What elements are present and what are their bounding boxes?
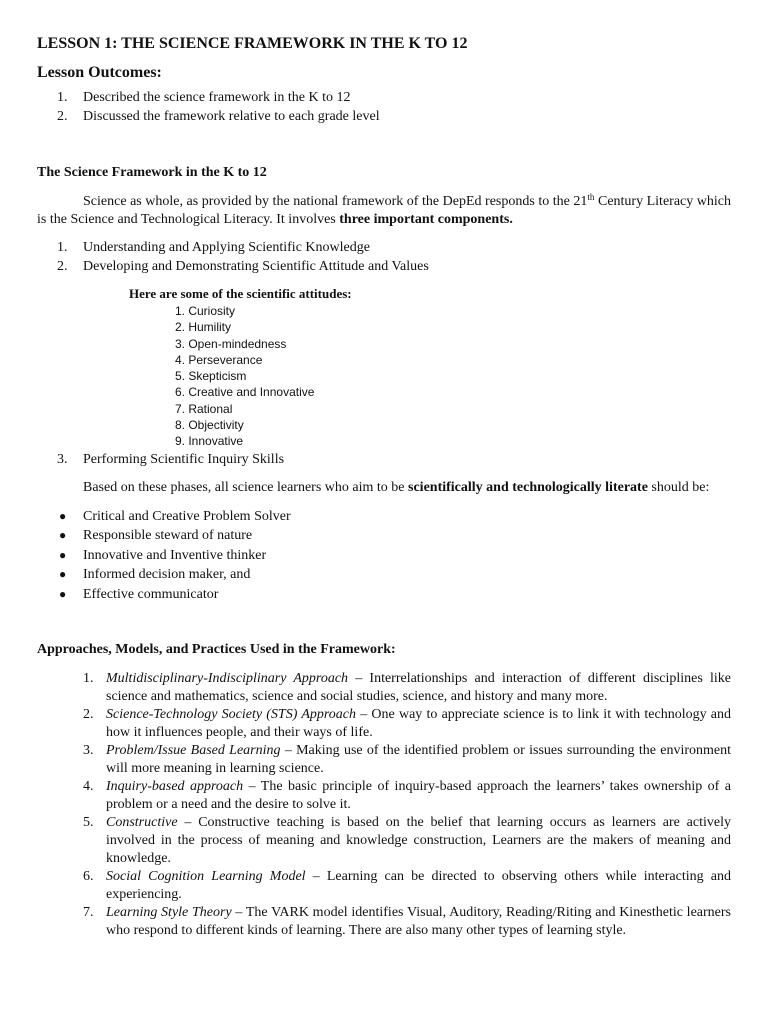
phases-paragraph: Based on these phases, all science learners who aim to be scientifically and technologically literate should be: xyxy=(83,479,710,495)
list-item: ● Critical and Creative Problem Solver xyxy=(37,507,731,527)
list-item: 4. Perseverance xyxy=(175,352,263,367)
list-item: 2. Discussed the framework relative to each grade level xyxy=(57,109,380,124)
literate-traits-list xyxy=(37,507,731,605)
list-item: 7. Learning Style Theory – The VARK model identifies Visual, Auditory, Reading/Riting and Kinesthetic learners who respond to different kinds of learning. There are also many other types of learning style. xyxy=(83,905,731,939)
list-item: 1. Multidisciplinary-Indisciplinary Approach – Interrelationships and interaction of different disciplines like science and mathematics, science and social studies, science, and history and many more. xyxy=(83,671,731,705)
bullet-icon: ● xyxy=(59,547,67,562)
bullet-icon: ● xyxy=(59,508,67,523)
list-item: 6. Creative and Innovative xyxy=(175,385,315,400)
list-item: 8. Objectivity xyxy=(175,418,244,433)
list-item: 2. Developing and Demonstrating Scientific Attitude and Values xyxy=(57,259,429,274)
approaches-list xyxy=(37,670,731,940)
list-item: ● Effective communicator xyxy=(37,585,731,605)
list-item: 1. Understanding and Applying Scientific Knowledge xyxy=(57,240,370,255)
bullet-icon: ● xyxy=(59,586,67,601)
list-item: 3. Problem/Issue Based Learning – Making use of the identified problem or issues surrounding the environment will more meaning in learning science. xyxy=(83,743,731,777)
list-item: 2. Science-Technology Society (STS) Approach – One way to appreciate science is to link it with technology and how it influences people, and their ways of life. xyxy=(83,707,731,741)
list-item: 1. Curiosity xyxy=(175,304,236,318)
framework-heading: The Science Framework in the K to 12 xyxy=(37,165,267,180)
outcomes-heading: Lesson Outcomes: xyxy=(37,64,162,81)
lesson-title: LESSON 1: THE SCIENCE FRAMEWORK IN THE K TO 12 xyxy=(37,35,468,52)
list-item: 6. Social Cognition Learning Model – Learning can be directed to observing others while interacting and experiencing. xyxy=(83,869,731,903)
list-item: 2. Humility xyxy=(175,320,232,335)
document-page xyxy=(37,34,731,940)
list-item: 9. Innovative xyxy=(175,434,244,449)
attitudes-heading: Here are some of the scientific attitudes: xyxy=(129,286,352,301)
list-item: 3. Open-mindedness xyxy=(175,336,287,351)
outcomes-list xyxy=(37,88,731,126)
list-item: 5. Constructive – Constructive teaching is based on the belief that learning occurs as learners are actively involved in the process of meaning and knowledge construction, Learners are the makers of meaning and knowledge. xyxy=(83,815,731,867)
intro-paragraph: Science as whole, as provided by the national framework of the DepEd responds to the 21th Century Literacy which is the Science and Technological Literacy. It involves three important components. xyxy=(37,192,732,227)
list-item: 4. Inquiry-based approach – The basic principle of inquiry-based approach the learners’ takes ownership of a problem or a need and the desire to solve it. xyxy=(83,779,731,813)
list-item: 3. Performing Scientific Inquiry Skills xyxy=(57,451,285,467)
components-list xyxy=(37,238,731,276)
bullet-icon: ● xyxy=(59,567,67,582)
list-item: 1. Described the science framework in the K to 12 xyxy=(57,90,351,105)
list-item: ● Responsible steward of nature xyxy=(37,526,731,546)
list-item: ● Informed decision maker, and xyxy=(37,565,731,585)
approaches-heading: Approaches, Models, and Practices Used in the Framework: xyxy=(37,642,396,658)
list-item: 5. Skepticism xyxy=(175,369,247,384)
list-item: 7. Rational xyxy=(175,401,233,416)
list-item: ● Innovative and Inventive thinker xyxy=(37,546,731,566)
bullet-icon: ● xyxy=(59,528,67,543)
attitudes-list xyxy=(175,303,731,450)
component-3-list xyxy=(37,450,731,469)
